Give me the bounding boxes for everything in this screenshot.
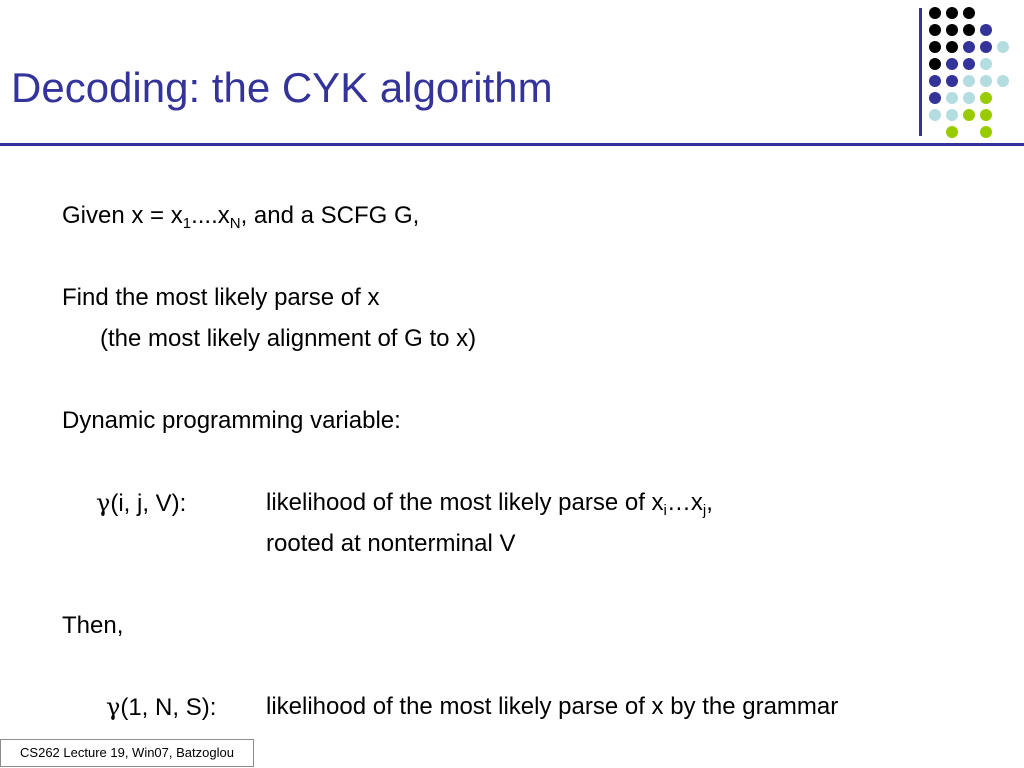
dot <box>963 75 975 87</box>
dot <box>963 41 975 53</box>
subscript-j: j <box>702 502 707 519</box>
given-line <box>62 200 419 232</box>
decorative-dot-grid <box>929 7 1024 139</box>
dot <box>929 58 941 70</box>
dot <box>946 126 958 138</box>
find-line: Find the most likely parse of x <box>62 284 380 311</box>
def1-ellipsis: …x <box>666 489 703 516</box>
footer-label: CS262 Lecture 19, Win07, Batzoglou <box>0 739 254 767</box>
dot <box>929 92 941 104</box>
dot <box>980 75 992 87</box>
dot <box>980 41 992 53</box>
dot <box>946 41 958 53</box>
gamma-symbol: γ <box>96 489 111 517</box>
vertical-rule <box>919 8 922 136</box>
dot <box>963 109 975 121</box>
then-line: Then, <box>62 612 124 639</box>
gamma-symbol: γ <box>106 693 121 721</box>
dot <box>980 58 992 70</box>
gamma-args: (i, j, V): <box>110 490 187 517</box>
def1-text: likelihood of the most likely parse of x <box>266 489 664 516</box>
dot <box>929 109 941 121</box>
slide-title: Decoding: the CYK algorithm <box>11 64 553 111</box>
def1-comma: , <box>706 489 713 516</box>
dot <box>929 7 941 19</box>
title-rule <box>0 143 1024 146</box>
dot <box>929 75 941 87</box>
dot <box>946 58 958 70</box>
gamma-ijv-term <box>96 487 186 520</box>
dot <box>980 109 992 121</box>
dot <box>997 41 1009 53</box>
gamma-1ns-definition: likelihood of the most likely parse of x by the grammar <box>266 693 839 720</box>
dot <box>946 75 958 87</box>
gamma-1ns-term <box>106 691 216 724</box>
dot <box>946 109 958 121</box>
dot <box>997 75 1009 87</box>
dot <box>946 92 958 104</box>
dot <box>963 7 975 19</box>
gamma-ijv-definition-line2: rooted at nonterminal V <box>266 530 516 557</box>
dot <box>980 92 992 104</box>
dot <box>929 24 941 36</box>
given-prefix: Given x = x <box>62 202 183 229</box>
dot <box>963 24 975 36</box>
dot <box>946 7 958 19</box>
dot <box>963 92 975 104</box>
given-dots: ....x <box>191 202 230 229</box>
subscript-1: 1 <box>182 215 192 232</box>
dot <box>929 41 941 53</box>
gamma-args: (1, N, S): <box>120 694 217 721</box>
gamma-ijv-definition <box>266 487 713 519</box>
dot <box>980 126 992 138</box>
dp-variable-line: Dynamic programming variable: <box>62 407 401 434</box>
given-suffix: , and a SCFG G, <box>240 202 420 229</box>
subscript-i: i <box>663 502 667 519</box>
dot <box>980 24 992 36</box>
find-subline: (the most likely alignment of G to x) <box>100 325 477 352</box>
subscript-n: N <box>229 215 241 232</box>
dot <box>963 58 975 70</box>
dot <box>946 24 958 36</box>
